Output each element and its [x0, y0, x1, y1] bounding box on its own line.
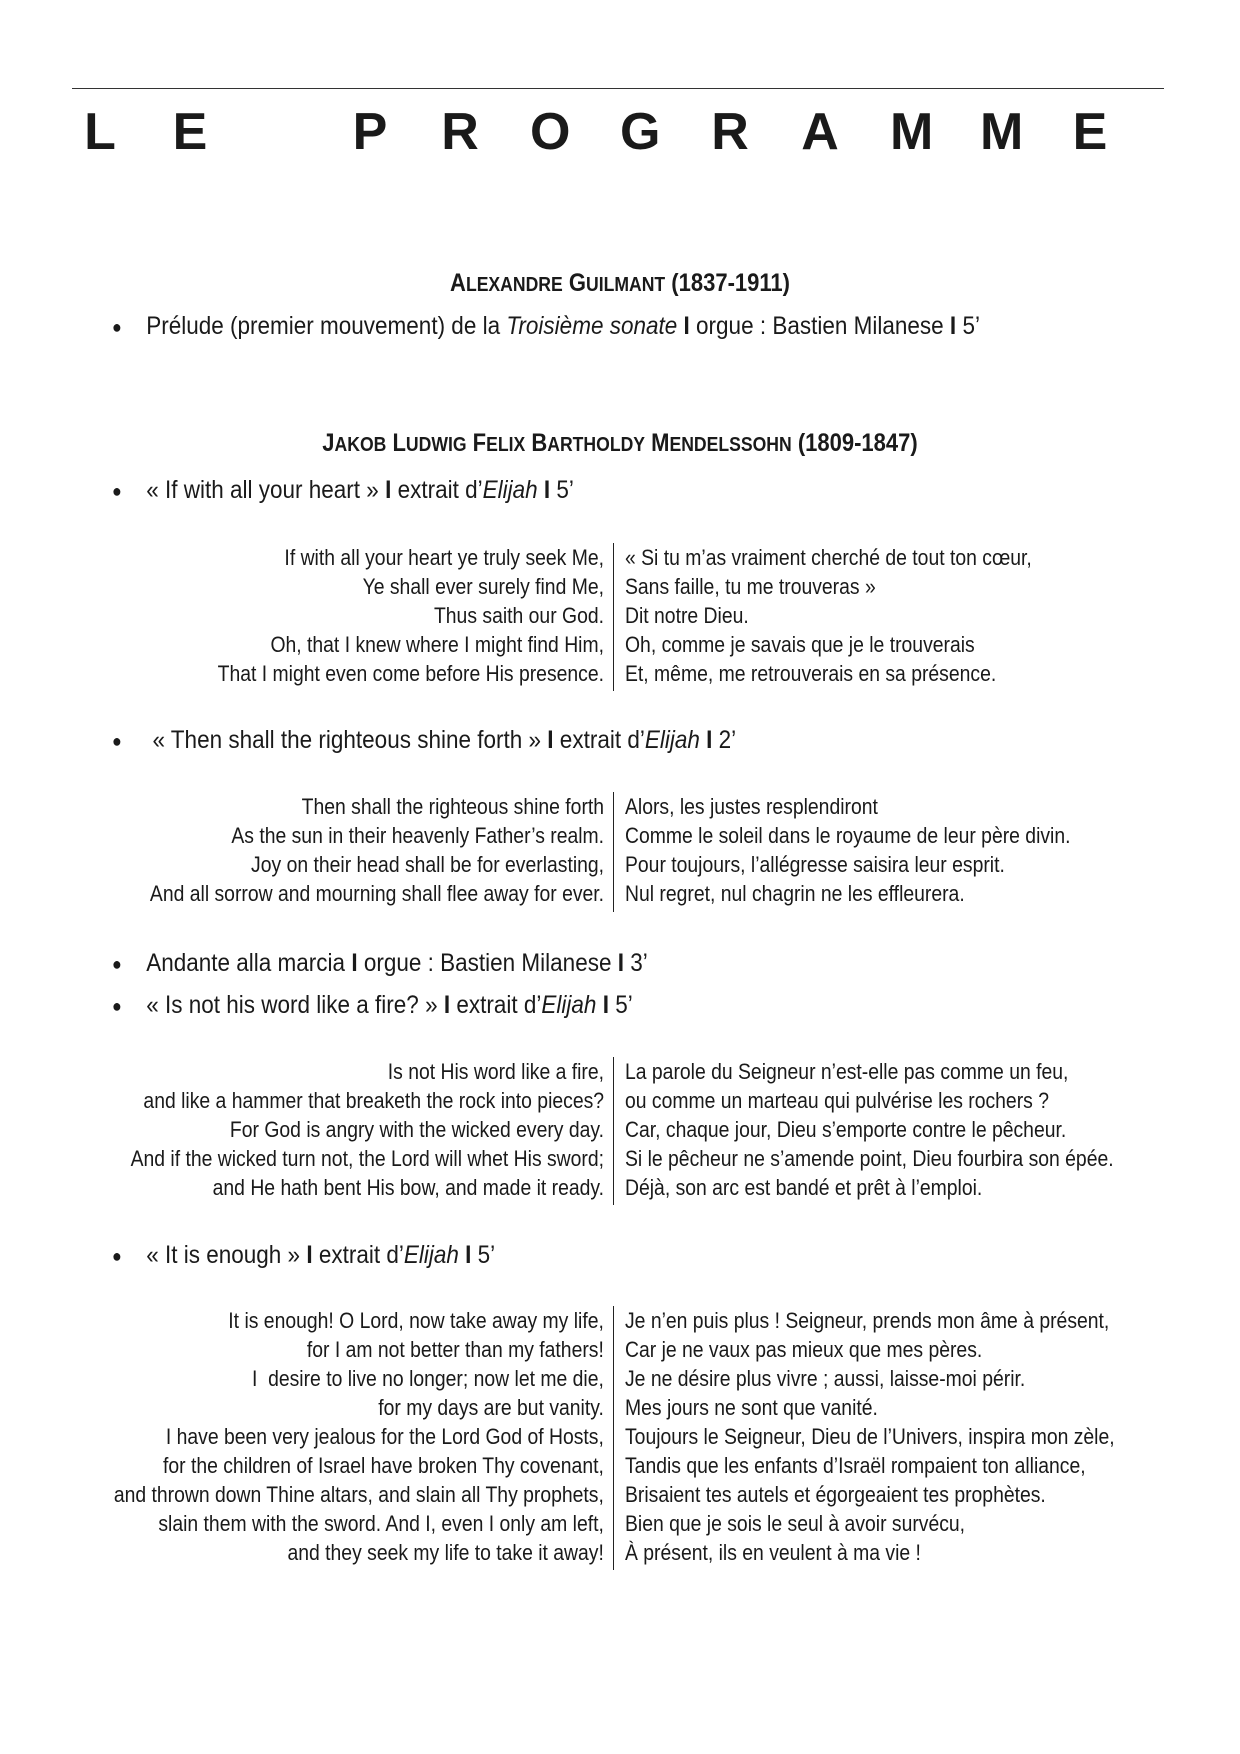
composer-name-part: L — [392, 429, 406, 457]
item-separator: I — [596, 991, 616, 1019]
title-letter: A — [801, 103, 839, 161]
title-letter: O — [530, 103, 571, 161]
lyric-line: Nul regret, nul chagrin ne les effleurera. — [625, 881, 965, 906]
lyric-line: À présent, ils en veulent à ma vie ! — [625, 1540, 921, 1565]
lyric-line: Joy on their head shall be for everlasting, — [251, 852, 604, 877]
item-work-title: Elijah — [644, 726, 700, 754]
lyric-line: La parole du Seigneur n’est-elle pas comme un feu, — [625, 1059, 1069, 1084]
lyric-line: and like a hammer that breaketh the rock into pieces? — [143, 1088, 604, 1113]
item-separator: I — [611, 949, 631, 977]
lyric-line: I have been very jealous for the Lord God of Hosts, — [165, 1424, 604, 1449]
lyrics-english — [150, 792, 604, 908]
item-separator: I — [943, 312, 963, 340]
item-text: Prélude (premier mouvement) de la — [146, 312, 507, 340]
item-separator: I — [378, 476, 398, 504]
lyric-line: Thus saith our God. — [433, 603, 604, 628]
item-duration: 3’ — [630, 949, 648, 977]
item-text: Andante alla marcia — [146, 949, 346, 977]
composer-name-part: J — [322, 429, 335, 457]
title-letter: G — [620, 103, 661, 161]
column-divider — [613, 1057, 614, 1205]
composer-dates: (1809-1847) — [797, 429, 918, 457]
item-work-title: Elijah — [541, 991, 597, 1019]
item-text: extrait d’ — [318, 1241, 404, 1269]
program-item — [112, 990, 633, 1021]
bullet-icon: ● — [112, 954, 122, 975]
composer-name-part: M — [651, 429, 670, 457]
item-separator: I — [437, 991, 457, 1019]
lyrics-english — [218, 543, 604, 688]
program-item — [112, 475, 574, 506]
title-letter: R — [441, 103, 479, 161]
composer-dates: (1837-1911) — [671, 269, 790, 297]
composer-name-part: ARTHOLDY — [547, 434, 646, 456]
lyrics-french — [625, 792, 1071, 908]
item-separator: I — [300, 1241, 319, 1269]
composer-name-part: LEXANDRE — [465, 274, 563, 296]
lyrics-block — [0, 543, 1240, 691]
item-work-title: Elijah — [403, 1241, 459, 1269]
lyrics-block — [0, 1306, 1240, 1570]
lyric-line: Tandis que les enfants d’Israël rompaient ton alliance, — [625, 1453, 1086, 1478]
lyrics-french — [625, 1057, 1114, 1202]
title-letter: E — [1072, 103, 1108, 161]
lyric-line: Si le pêcheur ne s’amende point, Dieu fourbira son épée. — [625, 1146, 1114, 1171]
item-performer: orgue : Bastien Milanese — [696, 312, 944, 340]
composer-name-part: UILMANT — [585, 274, 666, 296]
composer-heading-guilmant — [74, 268, 1165, 300]
lyric-line: slain them with the sword. And I, even I only am left, — [158, 1511, 604, 1536]
title-letter: M — [890, 103, 934, 161]
composer-heading-mendelssohn — [74, 428, 1165, 460]
item-separator: I — [541, 726, 560, 754]
lyric-line: Is not His word like a fire, — [387, 1059, 604, 1084]
composer-name-part: AKOB — [334, 434, 387, 456]
item-text: « If with all your heart » — [146, 476, 379, 504]
title-letter: M — [980, 103, 1024, 161]
lyric-line: Dit notre Dieu. — [625, 603, 749, 628]
lyric-line: Car, chaque jour, Dieu s’emporte contre le pêcheur. — [625, 1117, 1067, 1142]
item-duration: 5’ — [556, 476, 574, 504]
lyric-line: for I am not better than my fathers! — [307, 1337, 604, 1362]
item-performer: orgue : Bastien Milanese — [363, 949, 612, 977]
lyric-line: And if the wicked turn not, the Lord will whet His sword; — [130, 1146, 604, 1171]
page-title — [80, 102, 1110, 162]
lyric-line: for the children of Israel have broken Thy covenant, — [163, 1453, 604, 1478]
title-letter: R — [711, 103, 749, 161]
lyric-line: And all sorrow and mourning shall flee away for ever. — [149, 881, 604, 906]
composer-name-part: UDWIG — [405, 434, 467, 456]
item-separator: I — [458, 1241, 478, 1269]
lyric-line: and they seek my life to take it away! — [287, 1540, 604, 1565]
lyric-line: Oh, that I knew where I might find Him, — [270, 632, 604, 657]
program-item — [112, 311, 980, 342]
lyric-line: Et, même, me retrouverais en sa présence. — [625, 661, 997, 686]
lyric-line: For God is angry with the wicked every day. — [229, 1117, 604, 1142]
bullet-icon: ● — [112, 1246, 122, 1267]
lyric-line: Ye shall ever surely find Me, — [362, 574, 604, 599]
column-divider — [613, 543, 614, 691]
item-separator: I — [537, 476, 557, 504]
composer-name-part: F — [472, 429, 487, 457]
item-text: « Then shall the righteous shine forth » — [146, 726, 542, 754]
lyric-line: ou comme un marteau qui pulvérise les rochers ? — [625, 1088, 1049, 1113]
item-text: « Is not his word like a fire? » — [146, 991, 438, 1019]
column-divider — [613, 792, 614, 912]
lyric-line: for my days are but vanity. — [378, 1395, 604, 1420]
lyrics-block — [0, 1057, 1240, 1205]
lyrics-english — [114, 1306, 604, 1567]
item-separator: I — [677, 312, 697, 340]
lyric-line: Then shall the righteous shine forth — [301, 794, 604, 819]
lyric-line: Alors, les justes resplendiront — [625, 794, 878, 819]
title-letter: L — [84, 103, 116, 161]
lyrics-french — [625, 1306, 1115, 1567]
item-separator: I — [345, 949, 364, 977]
lyric-line: Sans faille, tu me trouveras » — [625, 574, 876, 599]
program-item — [112, 948, 648, 979]
composer-name-part: ELIX — [486, 434, 526, 456]
title-letter: P — [352, 103, 388, 161]
title-letter: E — [172, 103, 208, 161]
lyric-line: I desire to live no longer; now let me die, — [252, 1366, 604, 1391]
lyrics-french — [625, 543, 1032, 688]
item-work-title: Troisième sonate — [506, 312, 678, 340]
item-work-title: Elijah — [482, 476, 538, 504]
lyric-line: Bien que je sois le seul à avoir survécu, — [625, 1511, 966, 1536]
program-item — [112, 725, 736, 756]
bullet-icon: ● — [112, 731, 122, 752]
item-separator: I — [699, 726, 719, 754]
lyric-line: Mes jours ne sont que vanité. — [625, 1395, 878, 1420]
lyric-line: Pour toujours, l’allégresse saisira leur esprit. — [625, 852, 1005, 877]
lyric-line: Toujours le Seigneur, Dieu de l’Univers, inspira mon zèle, — [625, 1424, 1115, 1449]
item-text: extrait d’ — [397, 476, 483, 504]
lyric-line: and He hath bent His bow, and made it ready. — [212, 1175, 604, 1200]
composer-name-part: ENDELSSOHN — [669, 434, 792, 456]
lyrics-block — [0, 792, 1240, 912]
lyric-line: As the sun in their heavenly Father’s realm. — [231, 823, 604, 848]
bullet-icon: ● — [112, 481, 122, 502]
lyric-line: Je n’en puis plus ! Seigneur, prends mon âme à présent, — [625, 1308, 1110, 1333]
bullet-icon: ● — [112, 317, 122, 338]
item-duration: 5’ — [615, 991, 633, 1019]
program-item — [112, 1240, 495, 1271]
item-text: extrait d’ — [559, 726, 645, 754]
item-duration: 2’ — [718, 726, 737, 754]
lyric-line: Car je ne vaux pas mieux que mes pères. — [625, 1337, 983, 1362]
item-duration: 5’ — [477, 1241, 496, 1269]
top-rule — [72, 88, 1164, 89]
lyrics-english — [131, 1057, 604, 1202]
item-text: extrait d’ — [456, 991, 542, 1019]
lyric-line: Brisaient tes autels et égorgeaient tes prophètes. — [625, 1482, 1046, 1507]
lyric-line: Comme le soleil dans le royaume de leur père divin. — [625, 823, 1071, 848]
column-divider — [613, 1306, 614, 1570]
item-duration: 5’ — [962, 312, 980, 340]
lyric-line: Je ne désire plus vivre ; aussi, laisse-moi périr. — [625, 1366, 1026, 1391]
item-text: « It is enough » — [146, 1241, 301, 1269]
composer-name-part: B — [531, 429, 548, 457]
bullet-icon: ● — [112, 996, 122, 1017]
lyric-line: and thrown down Thine altars, and slain all Thy prophets, — [113, 1482, 604, 1507]
composer-name-part: A — [450, 269, 466, 297]
lyric-line: Déjà, son arc est bandé et prêt à l’emploi. — [625, 1175, 983, 1200]
lyric-line: If with all your heart ye truly seek Me, — [284, 545, 604, 570]
lyric-line: « Si tu m’as vraiment cherché de tout ton cœur, — [625, 545, 1032, 570]
composer-name-part: G — [568, 269, 586, 297]
lyric-line: It is enough! O Lord, now take away my life, — [228, 1308, 605, 1333]
title-gap — [260, 102, 300, 162]
lyric-line: That I might even come before His presence. — [217, 661, 604, 686]
lyric-line: Oh, comme je savais que je le trouverais — [625, 632, 975, 657]
